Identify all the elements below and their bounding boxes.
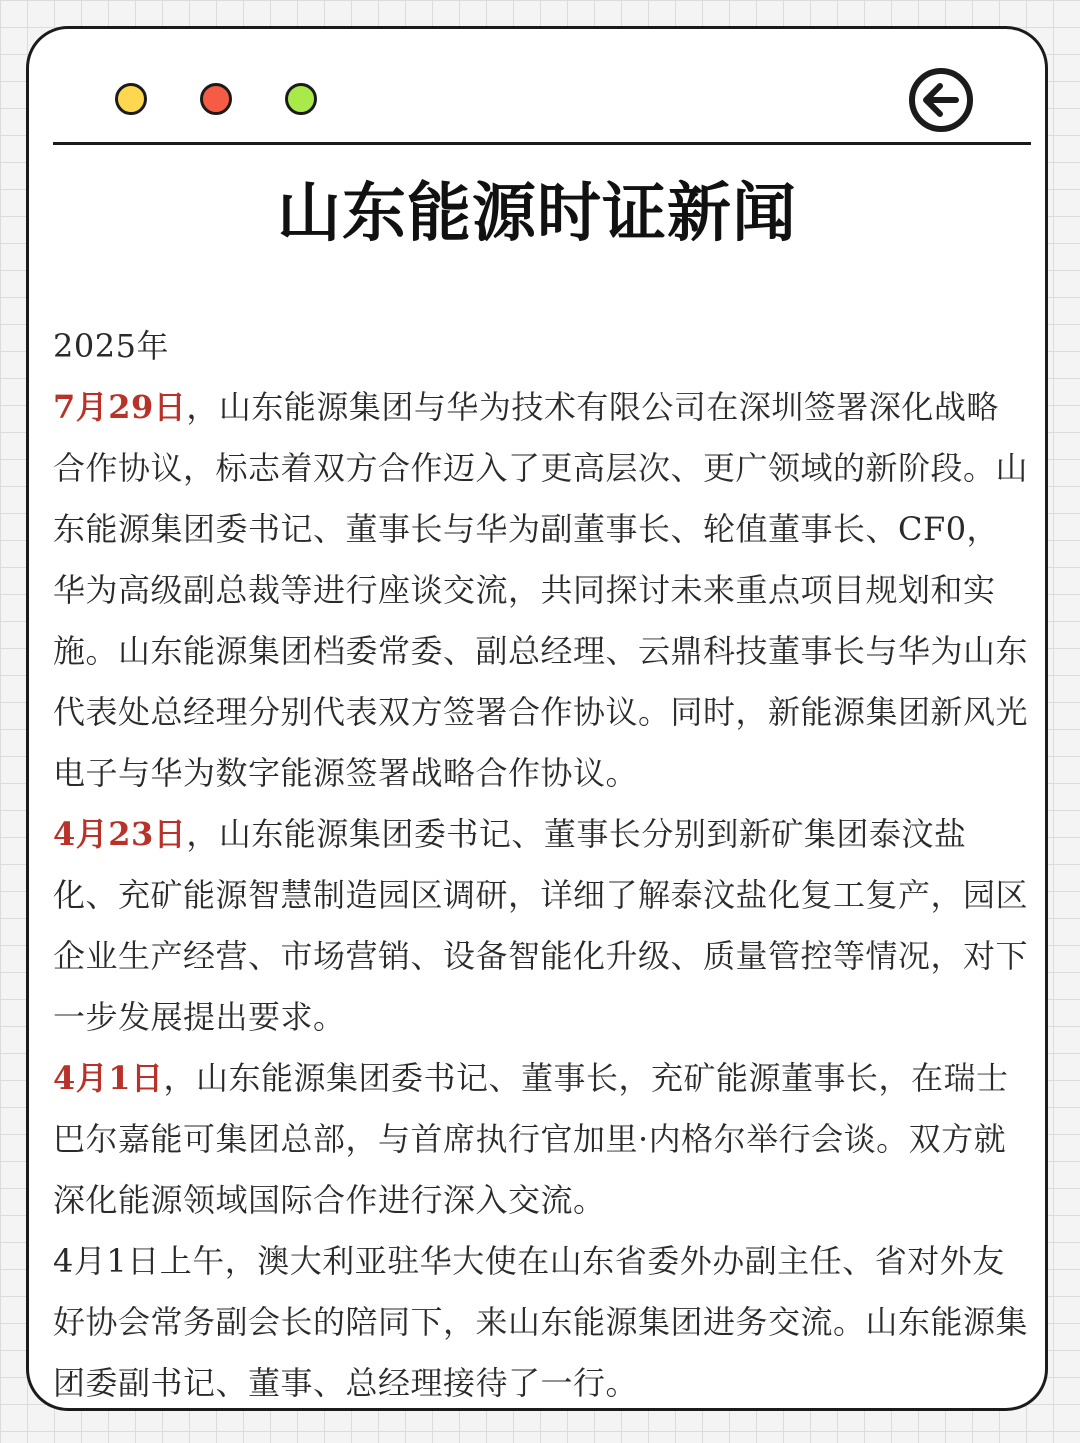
news-text: ，山东能源集团委书记、董事长分别到新矿集团泰汶盐化、充矿能源智慧制造园区调研，详细了解泰汶盐化复工复产，园区企业生产经营、市场营销、设备智能化升级、质量管控等情况，对下一步发展提出要求。 xyxy=(53,815,1029,1036)
news-item xyxy=(53,804,1031,1048)
news-text: ，山东能源集团与华为技术有限公司在深圳签署深化战略合作协议，标志着双方合作迈入了更高层次、更广领域的新阶段。山东能源集团委书记、董事长与华为副董事长、轮值董事长、CF0，华为高级副总裁等进行座谈交流，共同探讨未来重点项目规划和实施。山东能源集团档委常委、副总经理、云鼎科技董事长与华为山东代表处总经理分别代表双方签署合作协议。同时，新能源集团新风光电子与华为数字能源签署战略合作协议。 xyxy=(53,388,1029,792)
news-date: 7月29日 xyxy=(53,388,187,426)
back-button[interactable] xyxy=(907,66,975,134)
yellow-dot-icon xyxy=(115,83,147,115)
news-item xyxy=(53,1231,1031,1414)
news-date: 4月23日 xyxy=(53,815,187,853)
news-item xyxy=(53,377,1031,804)
arrow-left-circle-icon xyxy=(907,66,975,134)
news-date: 4月1日 xyxy=(53,1059,164,1097)
green-dot-icon xyxy=(285,83,317,115)
header-divider xyxy=(53,142,1031,145)
page-title: 山东能源时证新闻 xyxy=(277,177,797,251)
news-card xyxy=(26,26,1048,1411)
year-label: 2025年 xyxy=(53,327,169,365)
red-dot-icon xyxy=(200,83,232,115)
news-content xyxy=(53,316,1031,1414)
news-text: 4月1日上午，澳大利亚驻华大使在山东省委外办副主任、省对外友好协会常务副会长的陪同下，来山东能源集团进务交流。山东能源集团委副书记、董事、总经理接待了一行。 xyxy=(53,1242,1029,1402)
news-item xyxy=(53,1048,1031,1231)
news-text: ，山东能源集团委书记、董事长，充矿能源董事长，在瑞士巴尔嘉能可集团总部，与首席执行官加里·内格尔举行会谈。双方就深化能源领域国际合作进行深入交流。 xyxy=(53,1059,1009,1219)
